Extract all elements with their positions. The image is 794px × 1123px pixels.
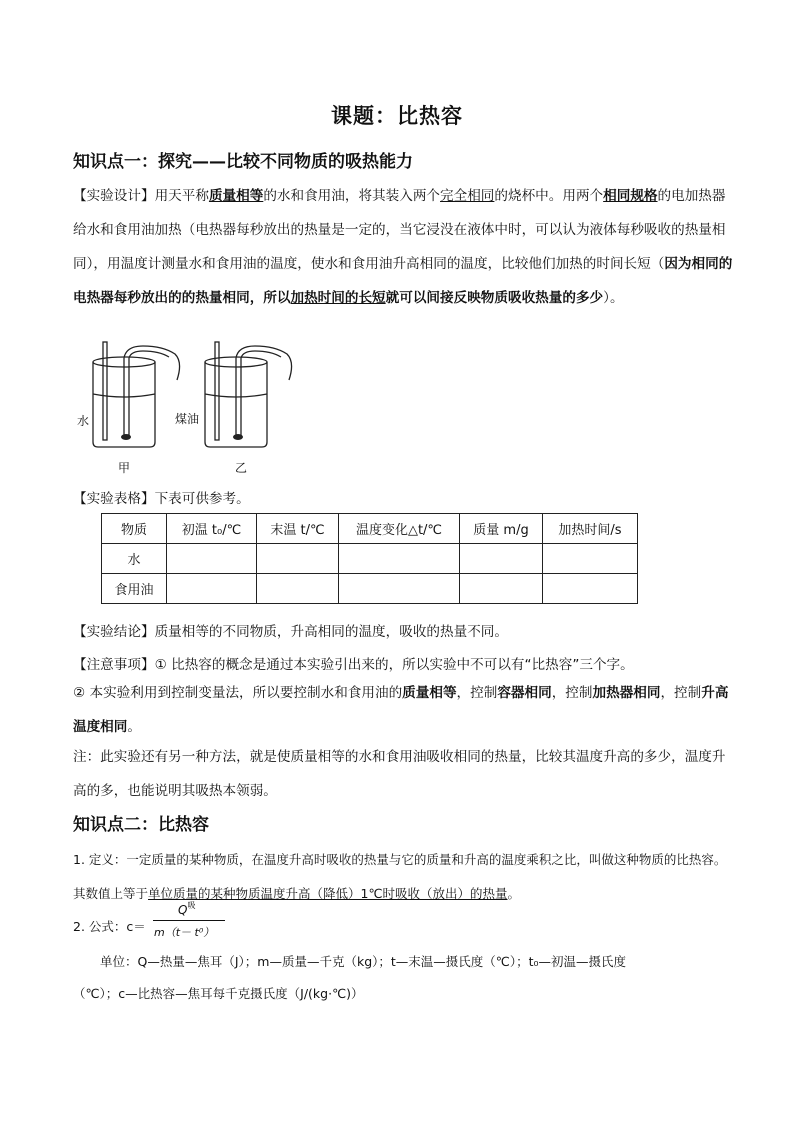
formula-q-subscript: 吸 — [187, 901, 196, 910]
remark-paragraph: 注：此实验还有另一种方法，就是使质量相等的水和食用油吸收相同的热量，比较其温度升高的多少，温度升高的多，也能说明其吸热本领弱。 — [73, 749, 726, 799]
notes-text: ① 比热容的概念是通过本实验引出来的，所以实验中不可以有“比热容”三个字。 — [154, 657, 634, 673]
table-cell — [339, 544, 460, 574]
formula-denominator: m（t－ t⁰） — [154, 926, 215, 939]
notes-label: 【注意事项】 — [73, 657, 155, 673]
design-text: 的电加热器给水和食用油加热（电热器每秒放出的热量是一定的，当它浸没在液体中时，可以认为液体每秒吸收的热量相同），用温度计测量水和食用油的温度，使水和食用油升高相同的温度，比较他们加热的时间长短（ — [73, 188, 726, 272]
formula-q: Q — [178, 903, 188, 917]
table-cell — [339, 574, 460, 604]
conclusion-text: 质量相等的不同物质，升高相同的温度，吸收的热量不同。 — [154, 624, 508, 640]
notes-line-1 — [73, 653, 634, 673]
definition-text: 。 — [507, 886, 521, 901]
table-cell — [543, 574, 638, 604]
beaker-illustration — [73, 332, 303, 477]
figure-caption-jia: 甲 — [118, 461, 131, 475]
definition-underlined: 单位质量的某种物质温度升高（降低）1℃时吸收（放出）的热量 — [148, 886, 508, 901]
table-header-cell: 物质 — [102, 514, 167, 544]
figure-caption-yi: 乙 — [235, 461, 248, 475]
section2-heading: 知识点二：比热容 — [73, 815, 209, 835]
design-bold: 因为相同的电热器每秒放出的的热量相同，所以 — [73, 256, 733, 306]
notes-text: ，控制 — [456, 685, 498, 701]
notes-paragraph-2 — [73, 676, 733, 744]
notes-bold: 质量相等 — [402, 685, 457, 701]
beaker-figure — [73, 332, 303, 477]
table-intro — [73, 487, 250, 507]
table-cell — [167, 574, 257, 604]
table-cell: 水 — [102, 544, 167, 574]
notes-text: ② 本实验利用到控制变量法，所以要控制水和食用油的 — [73, 685, 403, 701]
table-intro-text: 下表可供参考。 — [154, 491, 250, 507]
notes-bold: 加热器相同 — [592, 685, 661, 701]
section1-heading: 知识点一：探究——比较不同物质的吸热能力 — [73, 152, 413, 172]
table-cell — [167, 544, 257, 574]
design-emphasis: 加热时间的长短 — [290, 290, 386, 306]
design-bold: 就可以间接反映物质吸收热量的多少 — [385, 290, 604, 306]
notes-text: ，控制 — [660, 685, 702, 701]
table-row — [102, 544, 638, 574]
units-line-2: （℃）；c—比热容—焦耳每千克摄氏度（J/(kg·℃)） — [73, 986, 364, 1001]
design-text: 的水和食用油，将其装入两个 — [263, 188, 441, 204]
table-header-cell: 加热时间/s — [543, 514, 638, 544]
table-cell — [543, 544, 638, 574]
design-text: 用天平称 — [154, 188, 209, 204]
conclusion-line — [73, 620, 508, 640]
table-cell — [257, 544, 339, 574]
table-header-cell: 末温 t/℃ — [257, 514, 339, 544]
table-header-cell: 温度变化△t/℃ — [339, 514, 460, 544]
design-emphasis: 完全相同 — [440, 188, 495, 204]
experiment-design-paragraph — [73, 179, 733, 315]
table-header-cell: 质量 m/g — [460, 514, 543, 544]
definition-text: 1. 定义：一定质量的某种物质，在温度升高时吸收的热量与它的质量和升高的温度乘积之比，叫做这种物质的比热容。其数值上等于 — [73, 852, 727, 901]
notes-bold: 升高温度相同 — [73, 685, 729, 735]
table-cell — [257, 574, 339, 604]
design-label: 【实验设计】 — [73, 188, 155, 204]
notes-text: ，控制 — [551, 685, 593, 701]
fraction-bar — [153, 920, 225, 921]
notes-text: 。 — [127, 719, 141, 735]
notes-bold: 容器相同 — [497, 685, 552, 701]
specific-heat-formula — [148, 900, 228, 944]
design-emphasis: 相同规格 — [603, 188, 658, 204]
experiment-table — [101, 513, 638, 604]
table-cell — [460, 574, 543, 604]
formula-numerator — [178, 900, 195, 917]
table-row — [102, 574, 638, 604]
design-text: 的烧杯中。用两个 — [494, 188, 604, 204]
kerosene-label: 煤油 — [175, 412, 200, 426]
design-emphasis: 质量相等 — [208, 188, 264, 204]
design-text: ）。 — [603, 290, 624, 306]
table-cell: 食用油 — [102, 574, 167, 604]
table-header-cell: 初温 t₀/℃ — [167, 514, 257, 544]
page-title: 课题：比热容 — [331, 104, 463, 128]
units-line-1: 单位：Q—热量—焦耳（J）；m—质量—千克（kg）；t—末温—摄氏度（℃）；t₀—初温—摄氏度 — [100, 954, 626, 969]
conclusion-label: 【实验结论】 — [73, 624, 155, 640]
table-cell — [460, 544, 543, 574]
formula-label: 2. 公式：c＝ — [73, 919, 146, 934]
table-intro-label: 【实验表格】 — [73, 491, 155, 507]
table-header-row — [102, 514, 638, 544]
water-label: 水 — [77, 414, 90, 428]
